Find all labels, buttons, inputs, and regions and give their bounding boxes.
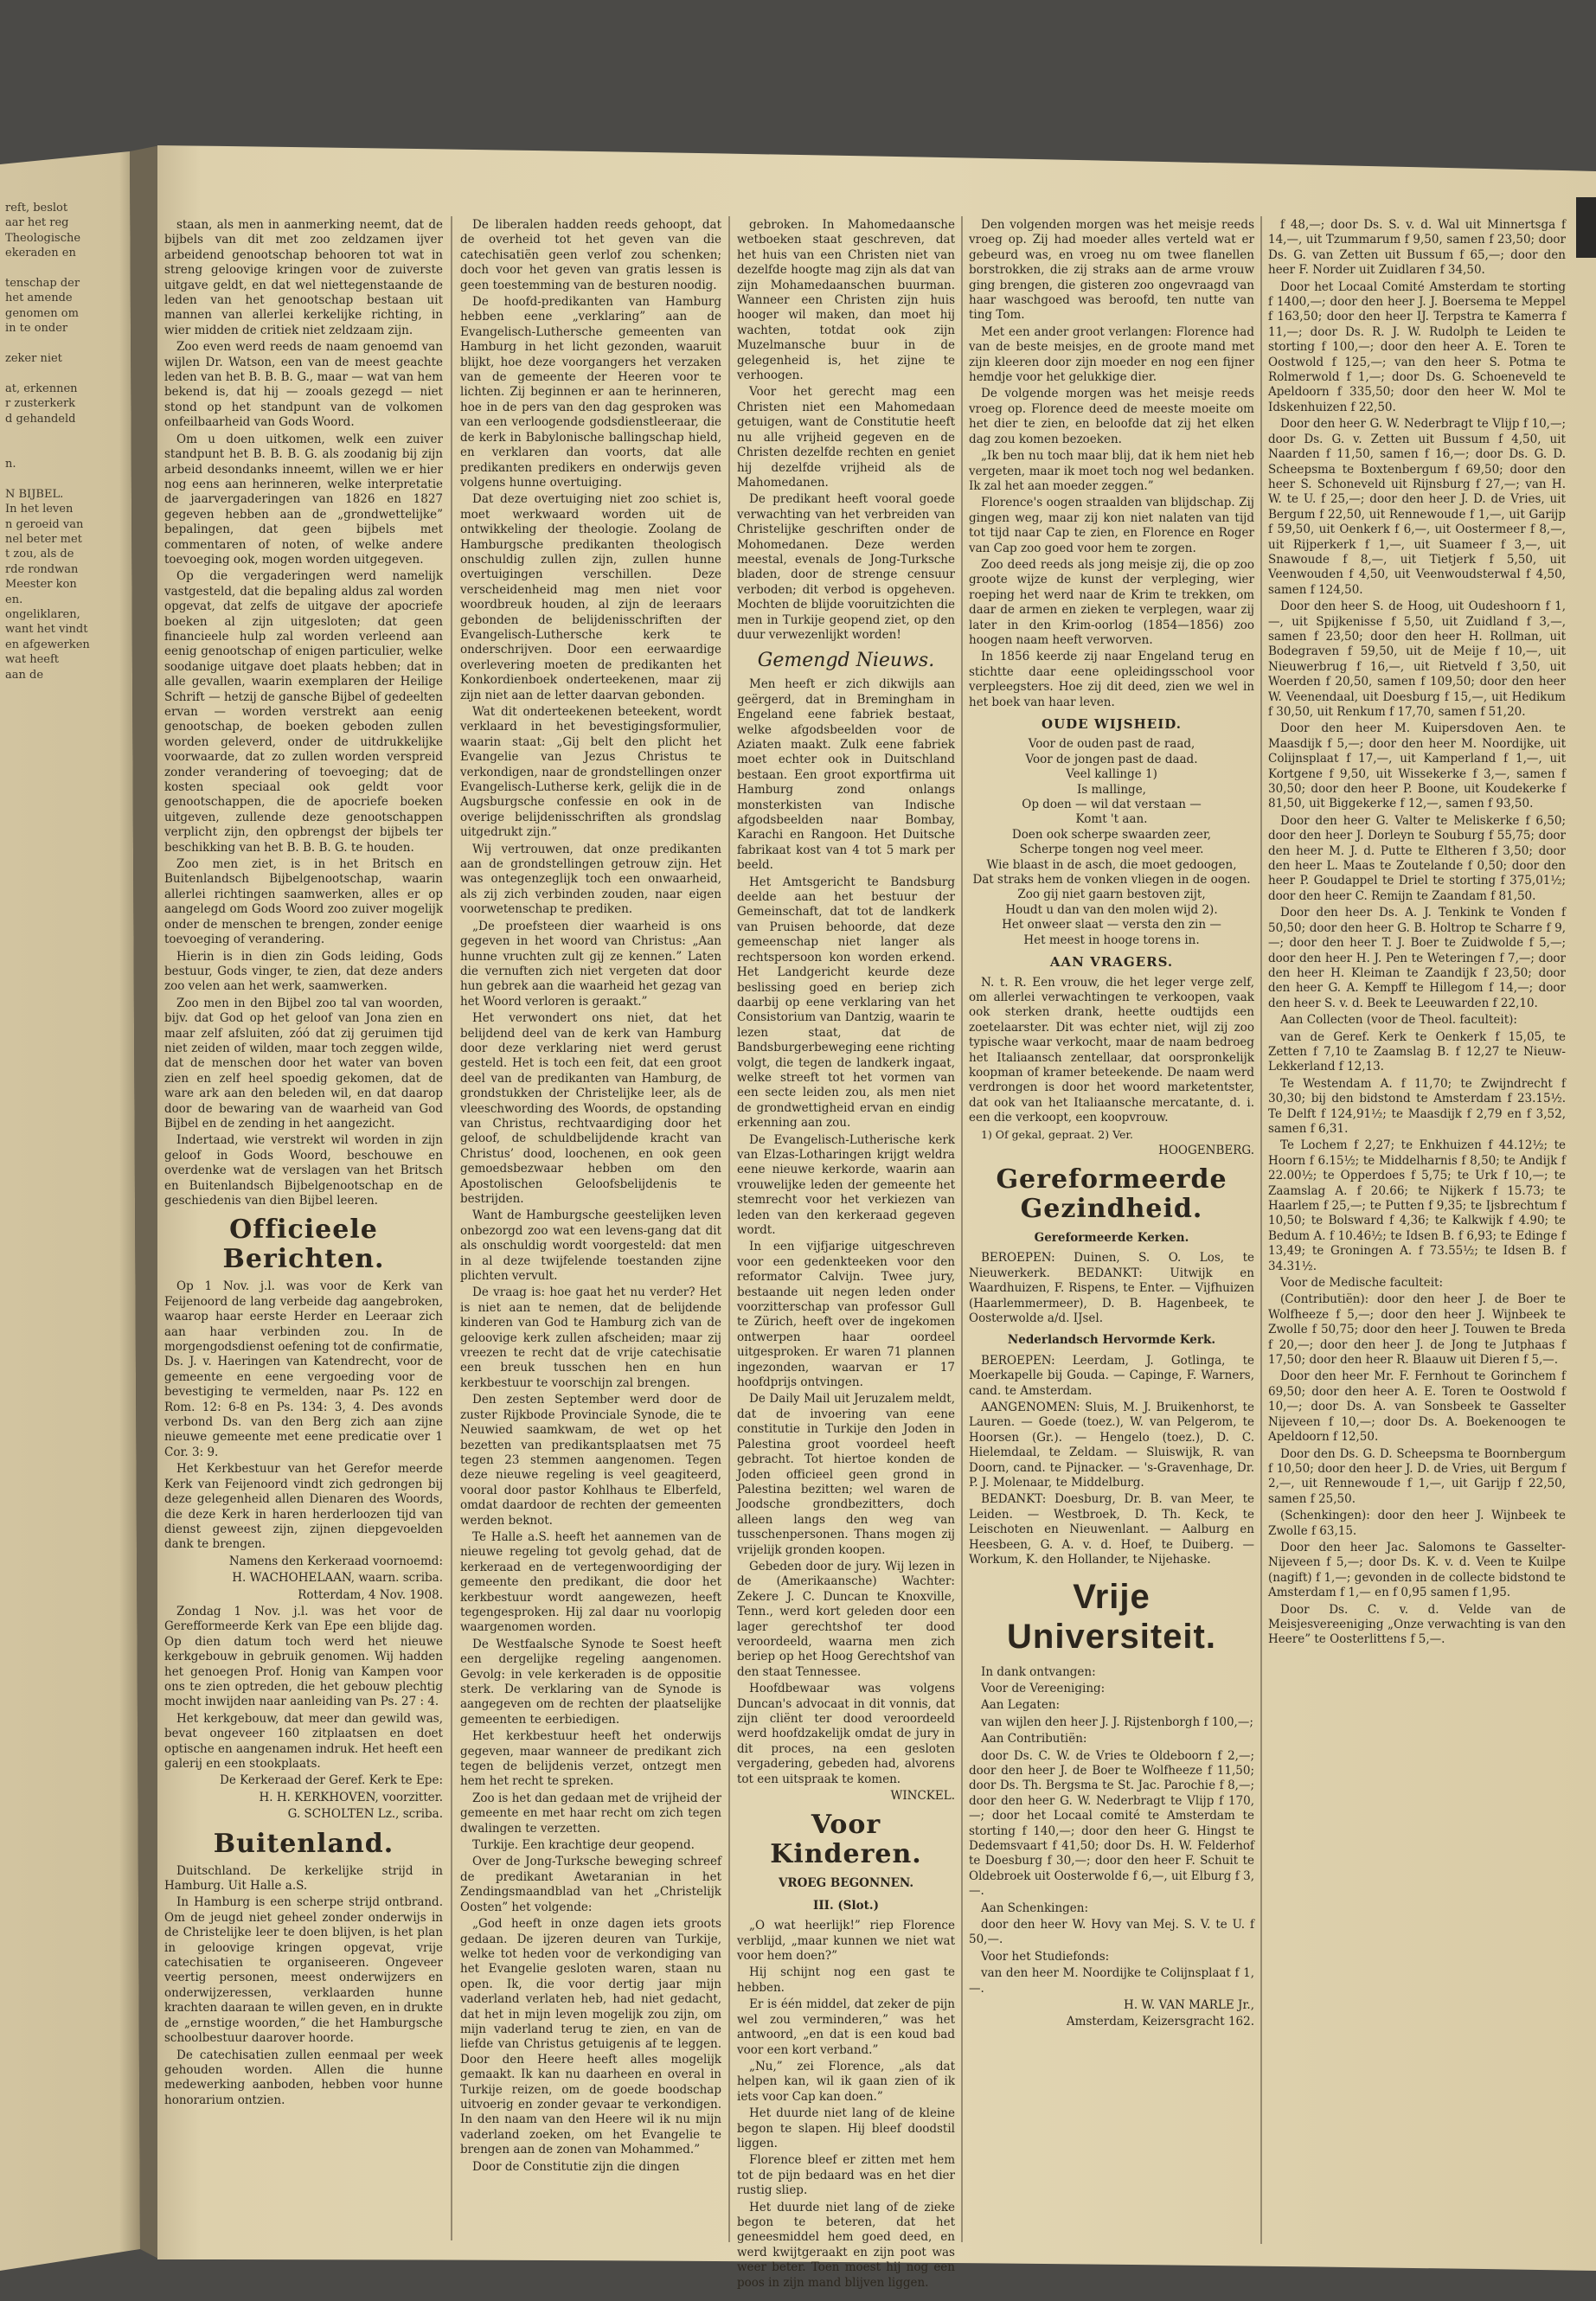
fragment-line: nel beter met (5, 532, 82, 546)
paragraph: f 48,—; door Ds. S. v. d. Wal uit Minnertsga f 14,—, uit Tzummarum f 9,50, samen f 23,50; door Ds. G. van Zetten uit Bussum f 65,—; door den heer F. Norder uit Zuidlaren f 34,50. (1268, 218, 1566, 278)
fragment-line (5, 471, 135, 486)
fragment-line: want het vindt (5, 623, 88, 637)
paragraph: Gebeden door de jury. Wij lezen in de (Amerikaansche) Wachter: Zekere J. C. Duncan te Knoxville, Tenn., werd kort geleden door een lager gerechtshof ter dood veroordeeld, waarna men zich beriep op het Hoog Gerechtshof van den staat Tennessee. (737, 1559, 955, 1679)
verse-line: Veel kallinge 1) (1066, 767, 1157, 782)
paragraph: Zoo men in den Bijbel zoo tal van woorden, bijv. dat God op het geloof van Jona zien en maar zelf afsluiten, zóó dat zij geruimen tijd niet zeiden of wilden, maar toch zeggen wilde, dat de menschen door het water van boven zien en zelf heel spoedig gekomen, dat de ware ark aan den beleden wil, en dat daarop door de bewaring van de waarheid van God Bijbel en de zending in het aangezicht. (164, 996, 443, 1131)
subheading: III. (Slot.) (813, 1898, 879, 1913)
fragment-line: aar het reg (5, 216, 69, 230)
paragraph: Door de Constitutie zijn die dingen (472, 2159, 680, 2174)
paragraph: „Nu,” zei Florence, „als dat helpen kan, wil ik gaan zien of ik iets voor Cap kan doen.” (737, 2059, 955, 2104)
signature-line: H. W. VAN MARLE Jr., (1124, 1998, 1254, 2013)
paragraph: Het kerkgebouw, dat meer dan gewild was, bevat ongeveer 160 zitplaatsen en doet optische en aangenamen indruk. Het heeft een galerij en een stookplaats. (164, 1711, 443, 1771)
paragraph: De Westfaalsche Synode te Soest heeft een dergelijke regeling aangenomen. Gevolg: in vele kerkeraden is de oppositie sterk. De verklaring van de Synode is aangegeven om de rechten der plaatselijke gemeenten te eerbiedigen. (460, 1637, 721, 1727)
paragraph: (Contributiën): door den heer J. de Boer te Wolfheeze f 5,—; door den heer J. Wijnbeek te Zwolle f 50,75; door den heer J. Touwen te Breda f 20,—; door den heer J. de Jong te Jutphaas f 17,50; door den heer R. Blaauw uit Dieren f 5,—. (1268, 1292, 1566, 1368)
paragraph: AANGENOMEN: Sluis, M. J. Bruikenhorst, te Lauren. — Goede (toez.), W. van Pelgerom, te Hoorsen (Gr.). — Hengelo (toez.), D. C. Hielemdaal, te Zeldam. — Sluiswijk, R. van Doorn, cand. te Pijnacker. — 's-Gravenhage, Dr. P. J. Molenaar, te Middelburg. (969, 1400, 1254, 1490)
verse-line: Is mallinge, (1077, 782, 1146, 797)
section-heading: Gemengd Nieuws. (757, 650, 935, 672)
paragraph: Door den heer Ds. A. J. Tenkink te Vonden f 50,50; door den heer G. B. Holtrop te Scharre f 9,—; door den heer T. J. Boer te Zuidwolde f 5,—; door den heer H. J. Pen te Weteringen f 7,—; door den heer H. Kleiman te Zaandijk f 23,50; door den heer G. A. Kempff te Hillegom f 14,—; door den heer S. v. d. Beek te Leeuwarden f 22,10. (1268, 906, 1566, 1010)
fragment-line (5, 336, 135, 351)
paragraph: Met een ander groot verlangen: Florence had van de beste meisjes, en de groote mand met zijn kleeren door zijn moeder en nog een fijner hemdje voor het gelukkige dier. (969, 324, 1254, 385)
section-heading: Buitenland. (213, 1828, 394, 1859)
fragment-line: reft, beslot (5, 202, 68, 215)
paragraph: Zoo is het dan gedaan met de vrijheid der gemeente en met haar recht om zich tegen dwalingen te verzetten. (460, 1791, 721, 1836)
verse-line: Dat straks hem de vonken vliegen in de oogen. (972, 873, 1251, 888)
paragraph: Voor het gerecht mag een Christen niet een Mahomedaan getuigen, want de Constitutie heeft nu alle vrijheid gegeven en de Christen dezelfde rechten en geniet hij dezelfde vrijheid als de Mahomedanen. (737, 385, 955, 490)
paragraph: door den heer W. Hovy van Mej. S. V. te U. f 50,—. (969, 1918, 1254, 1947)
paragraph: Voor de Medische faculteit: (1280, 1276, 1443, 1291)
verse-line: Voor de jongen past de daad. (1025, 752, 1198, 766)
paragraph: Door den heer Mr. F. Fernhout te Gorinchem f 69,50; door den heer A. E. Toren te Oostwold f 10,—; door Ds. A. van Sonsbeek te Gasselter Nijeveen f 10,—; door Ds. A. Boekenoogen te Apeldoorn f 12,50. (1268, 1369, 1566, 1445)
paragraph: van de Geref. Kerk te Oenkerk f 15,05, te Zetten f 7,10 te Zaamslag B. f 12,27 te Nieuw-Lekkerland f 12,13. (1268, 1029, 1566, 1074)
signature-line: De Kerkeraad der Geref. Kerk te Epe: (220, 1773, 443, 1788)
fragment-line: n. (5, 457, 16, 471)
fragment-line: In het leven (5, 503, 74, 516)
paragraph: Zoo even werd reeds de naam genoemd van wijlen Dr. Watson, een van de meest geachte leden van het B. B. B. G., maar — wat van hem bekend is, dat hij — zooals gezegd — niet stond op het standpunt van de volkomen onfeilbaarheid van Gods Woord. (164, 340, 443, 430)
column-1 (164, 218, 443, 2259)
paragraph: De vraag is: hoe gaat het nu verder? Het is niet aan te nemen, dat de belijdende kinderen van God te Hamburg zich van de geloovige kerk zullen afscheiden; maar zij vreezen te recht dat de vrije catechisatie een breuk tusschen hen en hun kerkbestuur te voorschijn zal brengen. (460, 1285, 721, 1390)
section-heading: Gereformeerde Gezindheid. (996, 1163, 1227, 1224)
paragraph: Aan Legaten: (981, 1698, 1061, 1713)
paragraph: Voor de Vereeniging: (981, 1681, 1106, 1695)
verse-line: Doen ook scherpe swaarden zeer, (1011, 827, 1212, 842)
paragraph: Wat dit onderteekenen beteekent, wordt verklaard in het bevestigingsformulier, waarin staat: „Gij belt den plicht het Evangelie van Jezus Christus te verkondigen, naar de grondstellingen onzer Evangelisch-Lutherse kerk, gelijk die in de Augsburgsche confessie en ook in de overige belijdenisschriften als grondslag uitgedrukt zijn.” (460, 705, 721, 840)
paragraph: Door den heer M. Kuipersdoven Aen. te Maasdijk f 5,—; door den heer M. Noordijke, uit Colijnsplaat f 17,—, uit Kamperland f 1,—, uit Kortgene f 9,50, uit Wissekerke f 3,—, samen f 30,50; door den heer P. Boone, uit Koudekerke f 81,50, uit Biggekerke f 12,—, samen f 93,50. (1268, 721, 1566, 811)
paragraph: Het kerkbestuur heeft het onderwijs gegeven, maar wanneer de predikant zich tegen de belijdenis verzet, ontzegt men hem het recht te spreken. (460, 1729, 721, 1789)
paragraph: Florence's oogen straalden van blijdschap. Zij gingen weg, maar zij kon niet nalaten van tijd tot tijd naar Cap te zien, en Florence en Roger van Cap zoo goed voor hem te zorgen. (969, 496, 1254, 555)
verse-line: Scherpe tongen nog veel meer. (1019, 843, 1204, 857)
paragraph: Zondag 1 Nov. j.l. was het voor de Gerefformeerde Kerk van Epe een blijde dag. Op dien datum toch werd het nieuwe kerkgebouw in gebruik genomen. Wij hadden het genoegen Prof. Honig van Kampen voor ons te zien optreden, die het gebouw plechtig mocht inwijden naar aanleiding van Ps. 27 : 4. (164, 1604, 443, 1709)
paragraph: In een vijfjarige uitgeschreven voor een gedenkteeken voor den reformator Calvijn. Twee jury, bestaande uit negen leden onder voorzitterschap van professor Gull te Zürich, heeft over de ingekomen ontwerpen haar oordeel uitgesproken. Er waren 71 plannen ingezonden, waarvan er 17 hoofdprijs ontvingen. (737, 1240, 955, 1390)
subheading: Nederlandsch Hervormde Kerk. (1007, 1333, 1216, 1348)
fragment-line: t zou, als de (5, 548, 74, 561)
paragraph: BEROEPEN: Duinen, S. O. Los, te Nieuwerkerk. BEDANKT: Uitwijk en Waardhuizen, F. Rispens, te Enter. — Vijfhuizen (Haarlemmermeer), D. B. Hagenbeek, te Oosterwolde a/d. IJsel. (969, 1251, 1254, 1325)
paragraph: Indertaad, wie verstrekt wil worden in zijn geloof in Gods Woord, beschouwe en overdenke wat de verslagen van het Britsch en Buitenlandsch Bijbelgenootschap en de geschiedenis van dien Bijbel leeren. (164, 1133, 443, 1208)
paragraph: Zoo men ziet, is in het Britsch en Buitenlandsch Bijbelgenootschap, waarin allerlei richtingen saamwerken, alles er op aangelegd om Gods Woord zoo zuiver mogelijk onder de menschen te brengen, zonder eenige toevoeging of verandering. (164, 857, 443, 947)
verse-line: Voor de ouden past de raad, (1028, 737, 1195, 752)
paragraph: Den volgenden morgen was het meisje reeds vroeg op. Zij had moeder alles verteld wat er gebeurd was, en vroeg nu om twee flanellen borstrokken, die zij straks aan de arme vrouw ging brengen, die gisteren zoo ongevraagd van haar waschgoed was beroofd, ten nutte van ting Tom. (969, 218, 1254, 323)
paragraph: Door Ds. C. v. d. Velde van de Meisjesvereeniging „Onze verwachting is van den Heere” te Oosterlittens f 5,—. (1268, 1602, 1566, 1647)
paragraph: BEROEPEN: Leerdam, J. Gotlinga, te Moerkapelle bij Gouda. — Capinge, F. Warners, cand. te Amsterdam. (969, 1353, 1254, 1398)
paragraph: Den zesten September werd door de zuster Rijkbode Provinciale Synode, die te Neuwied saamkwam, de wet op het bezetten van predikantsplaatsen met 75 tegen 23 stemmen aangenomen. Tegen deze nieuwe regeling is veel geagiteerd, vooral door pastor Kohlhaus te Elberfeld, omdat daardoor de rechten der gemeenten werden beknot. (460, 1393, 721, 1528)
paragraph: Op die vergaderingen werd namelijk vastgesteld, dat die bepaling aldus zal worden opgevat, dat zelfs de uitgave der apocriefe boeken al zijn uitgesloten; dat geen financieele hulp zal worden verleend aan eenig genootschap of enigen particulier, welke soodanige uitgave doet plaats hebben; dat in alle gevallen, waarin exemplaren der Heilige Schrift — hetzij de gansche Bijbel of gedeelten ervan — worden verstrekt aan eenig genootschap, de boeken geboden zullen worden geleverd, onder de uitdrukkelijke voorwaarde, dat zo zullen worden verspreid zonder verandering of toevoeging; dat de kosten speciaal ook geldt voor genootschappen, die de apocriefe boeken uitgeven, zullende deze genootschappen verplicht zijn, den opbrengst der bijbels ter beschikking van het B. B. B. G. te houden. (164, 569, 443, 855)
fragment-line: ongeliklaren, (5, 607, 80, 621)
verse-line: Het onweer slaat — versta den zin — (1002, 918, 1221, 933)
column-2 (460, 218, 721, 2259)
paragraph: Op 1 Nov. j.l. was voor de Kerk van Feijenoord de lang verbeide dag aangebroken, waarop haar eerste Herder en Leeraar zich aan haar verbinden zou. In de morgengodsdienst oefening tot de confirmatie, Ds. J. v. Haeringen van Katendrecht, voor de gemeente en eene vergoeding voor de bevestiging te vermelden, naar Ps. 122 en Rom. 12: 6-8 en Ps. 134: 3, 4. Des avonds verbond Ds. van den Berg zich aan zijne nieuwe gemeente met eene predicatie over 1 Cor. 3: 9. (164, 1279, 443, 1459)
column-4 (969, 218, 1254, 2259)
paragraph: door Ds. C. W. de Vries te Oldeboorn f 2,—; door den heer J. de Boer te Wolfheeze f 11,50; door Ds. Th. Bergsma te St. Jac. Parochie f 8,—; door den heer G. W. Nederbragt te Vlijp f 170,—; door het Locaal comité te Amsterdam te storting f 140,—; door den heer G. Hingst te Dedemsvaart f 41,50; door Ds. H. W. Felderhof te Doesburg f 30,—; door den heer F. Schuit te Oldebroek uit Oosterwolde f 6,—, uit Elburg f 3,—. (969, 1748, 1254, 1899)
verse-line: Het meest in hooge torens in. (1023, 933, 1200, 947)
signature-line: G. SCHOLTEN Lz., scriba. (287, 1807, 443, 1822)
paragraph: Wij vertrouwen, dat onze predikanten aan de grondstellingen getrouw zijn. Het was ontegenzeglijk toch een onwaarheid, als zij zich verbinden zouden, naar eigen voorwetenschap te prediken. (460, 842, 721, 917)
subsection-heading: OUDE WIJSHEID. (1042, 716, 1182, 732)
paragraph: Florence bleef er zitten met hem tot de pijn bedaard was en het dier rustig sliep. (737, 2153, 955, 2198)
paragraph: gebroken. In Mahomedaansche wetboeken staat geschreven, dat het huis van een Christen niet van dezelfde hoogte mag zijn als dat van zijn Mohamedaanschen buurman. Wanneer een Christen zijn huis hooger wil maken, dan moet hij wachten, totdat ook zijn Muzelmansche buur in de gelegenheid is, het zijne te verhoogen. (737, 218, 955, 383)
section-heading: Officieele Berichten. (222, 1215, 385, 1275)
paragraph: van den heer M. Noordijke te Colijnsplaat f 1,—. (969, 1966, 1254, 1996)
paragraph: Hij schijnt nog een gast te hebben. (737, 1965, 955, 1995)
footnote: 1) Of gekal, gepraat. 2) Ver. (981, 1127, 1133, 1141)
paragraph: Over de Jong-Turksche beweging schreef de predikant Awetaranian in het Zendingsmaandblad van het „Christelijk Oosten” het volgende: (460, 1855, 721, 1914)
paragraph: Hoofdbewaar was volgens Duncan's advocaat in dit vonnis, dat zijn cliënt ter dood veroordeeld werd hoofdzakelijk omdat de jury in dit proces, na een gesloten vergadering, gebeden had, alvorens tot een uitspraak te komen. (737, 1682, 955, 1786)
subheading: Gereformeerde Kerken. (1034, 1230, 1189, 1245)
paragraph: Dat deze overtuiging niet zoo schiet is, moet werkwaard worden uit de ontwikkeling der theologie. Zoolang de Hamburgsche predikanten theologisch onschuldig zullen zijn, zullen hunne overtuigingen verschillen. Deze verscheidenheid mag men niet voor woordbreuk houden, al zijn de leeraars gebonden de belijdenisschriften der Evangelisch-Luthersche kerk te onderschrijven. Door een eerwaardige overlevering moeten de predikanten het Konkordienboek onderteekenen, maar zij zijn niet aan de letter daarvan gebonden. (460, 492, 721, 702)
paragraph: Door den heer G. Valter te Meliskerke f 6,50; door den heer J. Dorleyn te Souburg f 55,75; door den heer M. J. d. Putte te Eltheren f 3,50; door den heer L. Maas te Zoutelande f 0,50; door den heer P. Goudappel te Driel te storting f 375,01½; door den heer C. Remijn te Zaandam f 81,50. (1268, 813, 1566, 903)
paragraph: „Ik ben nu toch maar blij, dat ik hem niet heb vergeten, maar ik moet toch nog wel bedanken. Ik zal het aan moeder zeggen.” (969, 449, 1254, 493)
fragment-line: in te onder (5, 322, 68, 336)
paragraph: De Daily Mail uit Jeruzalem meldt, dat de invoering van eene constitutie in Turkije den Joden in Palestina groot voordeel heeft gebracht. Tot hiertoe konden de Joden officieel geen grond in Palestina bezitten; wel waren de Joodsche grondbezitters, doch alleen langs den weg van tusschenpersonen. Thans mogen zij vrijelijk gronden koopen. (737, 1392, 955, 1557)
fragment-line: rde rondwan (5, 562, 79, 576)
paragraph: In dank ontvangen: (981, 1664, 1096, 1679)
paragraph: staan, als men in aanmerking neemt, dat de bijbels van dit met zoo zeldzamen ijver arbeidend genootschap behooren tot wat in streng geloovige kringen voor de zuiverste uitgave geldt, en dat wel niettegenstaande de leden van het genootschap bestaan uit mannen van allerlei kerkelijke richting, in wier midden de critiek niet zeldzaam zijn. (164, 218, 443, 337)
paragraph: In 1856 keerde zij naar Engeland terug en stichtte daar eene opleidingsschool voor verpleegsters. Hoe zij dit deed, zien we wel in het boek van haar leven. (969, 650, 1254, 709)
paragraph: Door den heer S. de Hoog, uit Oudeshoorn f 1,—, uit Spijkenisse f 5,50, uit Zuidland f 3,—, samen f 23,50; door den heer H. Rollman, uit Bodegraven f 59,50, uit de Meije f 10,—, uit Nieuwerbrug f 16,—, uit Rietveld f 3,50, uit Woerden f 20,50, samen f 109,50; door den heer W. Veenendaal, uit Doesburg f 15,—, uit Hedikum f 30,50, uit Renkum f 17,70, samen f 51,20. (1268, 599, 1566, 719)
paragraph: Het duurde niet lang of de kleine begon te slapen. Hij bleef doodstil liggen. (737, 2106, 955, 2150)
verse-line: Komt 't aan. (1075, 812, 1148, 827)
verse-line: Op doen — wil dat verstaan — (1022, 798, 1202, 812)
signature-line: H. WACHOHELAAN, waarn. scriba. (232, 1571, 443, 1586)
paragraph: Turkije. Een krachtige deur geopend. (472, 1838, 695, 1853)
paragraph: In Hamburg is een scherpe strijd ontbrand. Om de jeugd niet geheel zonder onderwijs in de Christelijke leer te doen blijven, is het plan in geloovige kringen opgevat, vrije catechisatien te organiseeren. Ongeveer veertig personen, meest onderwijzers en onderwijzeressen, verklaarden hunne krachten daaraan te willen geven, en in drukte de „ernstige woorden,” die het Hamburgsche schoolbestuur daarover hoorde. (164, 1895, 443, 2046)
paragraph: Aan Schenkingen: (981, 1900, 1089, 1915)
fragment-line: ekeraden en (5, 247, 76, 260)
paragraph: Hierin is in dien zin Gods leiding, Gods bestuur, Gods vinger, te zien, dat deze anders zoo velen aan het werk, saamwerken. (164, 949, 443, 994)
paragraph: „God heeft in onze dagen iets groots gedaan. De ijzeren deuren van Turkije, welke tot heden voor de verkondiging van het Evangelie gesloten waren, staan nu open. Ik, die voor dertig jaar mijn vaderland verlaten heb, had niet gedacht, dat het in mijn leven mogelijk zou zijn, om mijn vaderland terug te zien, en van de liefde van Christus getuigenis af te leggen. Door den Heere heeft alles mogelijk gemaakt. Ik kan nu daarheen en overal in Turkije reizen, om de goede boodschap uitvoerig en zonder gevaar te verkondigen. In den naam van den Heere wil ik nu mijn vaderland zoeken, om het Evangelie te brengen aan de zonen van Mohammed.” (460, 1917, 721, 2157)
paragraph: „O wat heerlijk!” riep Florence verblijd, „maar kunnen we niet wat voor hem doen?” (737, 1919, 955, 1964)
paragraph: Door den heer Jac. Salomons te Gasselter-Nijeveen f 5,—; door Ds. K. v. d. Veen te Kuilpe (nagift) f 1,—; gevonden in de collecte bidstond te Amsterdam f 1,— en f 0,95 samen f 1,95. (1268, 1540, 1566, 1600)
paragraph: (Schenkingen): door den heer J. Wijnbeek te Zwolle f 63,15. (1268, 1509, 1566, 1538)
column-5 (1268, 218, 1566, 2259)
paragraph: Want de Hamburgsche geestelijken leven onbezorgd zoo wat een levens-gang dat dit als onschuldig wordt voorgesteld: dat men in al deze twijfelende toestanden zijne plichten vervult. (460, 1208, 721, 1284)
paragraph: Het duurde niet lang of de zieke begon te beteren, dat het geneesmiddel hem goed deed, en werd kwijtgeraakt en zijn poot was weer beter. Toen moest hij nog een poos in zijn mand blijven liggen. (737, 2200, 955, 2290)
section-heading: Voor Kinderen. (770, 1810, 922, 1870)
paragraph: Door het Locaal Comité Amsterdam te storting f 1400,—; door den heer J. J. Boersema te Meppel f 163,50; door den heer IJ. Terpstra te Kamerra f 11,—; door Ds. R. J. W. Rudolph te Leiden te storting f 100,—; door den heer A. E. Toren te Oostwold f 125,—; van den heer S. Potma te Rolmerwold f 1,—; door Ds. G. Schoeneveld te Apeldoorn f 335,50; door den heer W. Mol te Idskenhuizen f 22,50. (1268, 279, 1566, 414)
verse-line: Zoo gij niet gaarn bestoven zijt, (1017, 888, 1206, 902)
column-3 (737, 218, 955, 2290)
paragraph: Te Lochem f 2,27; te Enkhuizen f 44.12½; te Hoorn f 6.15½; te Middelharnis f 8,50; te Andijk f 22.00½; te Opperdoes f 5,75; te Urk f 10,—; te Zaamslag A. f 20.66; te Nijkerk f 15.73; te Haarlem f 25,—; te Putten f 9,35; te Ijsbrechtum f 10,50; te Bolsward f 4,36; te Kalkwijk f 4.90; te Bedum A. f 10.46½; te Idsen B. f 6,93; te Edinge f 13,49; te Groningen A. f 73.55½; te Idsen B. f 34.31½. (1268, 1138, 1566, 1273)
signature-line: H. H. KERKHOVEN, voorzitter. (259, 1790, 443, 1804)
paragraph: Door den Ds. G. D. Scheepsma te Boornbergum f 10,50; door den heer J. D. de Vries, uit Bergum f 2,—, uit Rennewoude f 1,—, uit Garijp f 22,50, samen f 25,50. (1268, 1446, 1566, 1506)
fragment-line: Theologische (5, 231, 81, 245)
paragraph: De volgende morgen was het meisje reeds vroeg op. Florence deed de meeste moeite om het dier te zien, en beloofde dat zij het elken dag zou komen bezoeken. (969, 387, 1254, 446)
paragraph: Aan Contributiën: (981, 1732, 1087, 1747)
fragment-line: Meester kon (5, 578, 77, 592)
fragment-line: wat heeft (5, 653, 60, 667)
paragraph: De predikant heeft vooral goede verwachting van het verbreiden van Christelijke geschriften onder de Mohomedanen. Deze werden meestal, evenals de Jong-Turksche bladen, door de strenge censuur verboden; dit verbod is opgeheven. Mochten de blijde vooruitzichten die men in Turkije geopend ziet, op den duur verwezenlijkt worden! (737, 492, 955, 642)
paragraph: Men heeft er zich dikwijls aan geërgerd, dat in Bremingham in Engeland eene fabriek bestaat, welke afgodsbeelden voor de Aziaten maakt. Zulk eene fabriek moet echter ook in Duitschland bestaan. Een groot exportfirma uit Hamburg zond onlangs monsterkisten van Indische afgodsbeelden naar Bombay, Karachi en Rangoon. Het Duitsche fabrikaat kost van 4 tot 5 mark per beeld. (737, 677, 955, 873)
paragraph: Het verwondert ons niet, dat het belijdend deel van de kerk van Hamburg door deze verklaring niet werd gerust gesteld. Het is toch een feit, dat een groot deel van de predikanten van Hamburg, de grondstukken der Christelijke leer, als de vleeschwording des Woords, de opstanding van Christus, rechtvaardiging door het geloof, de schuldbelijdende kracht van Christus’ dood, loochenen, en ook geen gemoedsbezwaar hebben om den Apostolischen Geloofsbelijdenis te bestrijden. (460, 1011, 721, 1206)
verse-line: Wie blaast in de asch, die moet gedoogen, (986, 857, 1237, 872)
paragraph: De catechisatien zullen eenmaal per week gehouden worden. Allen die hunne medewerking aanboden, hebben voor hunne honorarium ontzien. (164, 2048, 443, 2107)
paragraph: N. t. R. Een vrouw, die het leger verge zelf, om allerlei verwachtingen te verkoopen, vaak ook sterken drank, heette oudtijds een zoetelaarster. Dit was echter niet, wijl zij zoo typische waar verkocht, maar de naam bedroeg het Italiaansch zentellaar, dat oorspronkelijk koopman of kramer beteekende. De naam werd verdrongen is door het woord marketentster, dat ook van het Italiaansche mercatante, d. i. een die verkoopt, een koopvrouw. (969, 975, 1254, 1125)
fragment-line: tenschap der (5, 277, 80, 291)
paragraph: Duitschland. De kerkelijke strijd in Hamburg. Uit Halle a.S. (164, 1863, 443, 1894)
paragraph: Zoo deed reeds als jong meisje zij, die op zoo groote wijze de kunst der verpleging, wier roeping het werd naar de Krim te trekken, om daar de armen en zieken te verplegen, waar zij later in den Krim-oorlog (1854—1856) zoo hoogen naam heeft verworven. (969, 557, 1254, 647)
paragraph: Om u doen uitkomen, welk een zuiver standpunt het B. B. B. G. als zoodanig bij zijn arbeid desondanks inneemt, willen we er hier nog eens aan herinneren, welke interpretatie de jaarvergaderingen van 1826 en 1827 gegeven hebben aan de „grondwettelijke” bepalingen, dat geen bijbels met commentaren of noten, of welke andere toevoeging ook, mogen worden uitgegeven. (164, 432, 443, 567)
fragment-line: genomen om (5, 306, 79, 320)
fragment-line: N BIJBEL. (5, 487, 64, 501)
fragment-line: d gehandeld (5, 412, 76, 426)
section-heading: Vrije Universiteit. (1007, 1577, 1216, 1656)
fragment-line (5, 442, 135, 457)
paragraph: „De proefsteen dier waarheid is ons gegeven in het woord van Christus: „Aan hunne vruchten zult gij ze kennen.” Laten die vernuften zich niet vergeten dat door hun gebrek aan die waarheid het gezag van het Woord verloren is geraakt.” (460, 919, 721, 1009)
fragment-line: at, erkennen (5, 381, 78, 395)
paragraph: De Evangelisch-Lutherische kerk van Elzas-Lotharingen krijgt weldra eene nieuwe kerkorde, waarin aan vrouwelijke leden der gemeente het stemrecht voor het verkiezen van leden van den kerkeraad gegeven wordt. (737, 1132, 955, 1237)
fragment-line: en. (5, 593, 23, 606)
fragment-line: aan de (5, 668, 44, 682)
signature-line: WINCKEL. (890, 1789, 955, 1804)
paragraph: Door den heer G. W. Nederbragt te Vlijp f 10,—; door Ds. G. v. Zetten uit Bussum f 4,50, uit Naarden f 11,50, samen f 16,—; door Ds. G. D. Scheepsma te Boxtenbergum f 69,50; door den heer S. Schoneveld uit Rijnsburg f 27,—; van H. W. te U. f 25,—; door den heer J. D. de Vries, uit Bergum f 22,50, uit Rennewoude f 1,—, uit Garijp f 59,50, uit Oenkerk f 6,—, uit Oostermeer f 8,—, uit Rijperkerk f 1,—, uit Suameer f 3,—, uit Snawoude f 8,—, uit Tietjerk f 5,50, uit Veenwouden f 4,50, uit Veenwoudsterwal f 4,50, samen f 124,50. (1268, 417, 1566, 597)
paragraph: Het Kerkbestuur van het Gerefor meerde Kerk van Feijenoord vindt zich gedrongen bij deze gelegenheid allen Dienaren des Woords, die deze Kerk in haren herderloozen tijd van dienst geweest zijn, zijnen diepgevoelden dank te brengen. (164, 1462, 443, 1552)
subsection-heading: AAN VRAGERS. (1049, 954, 1174, 971)
fragment-line (5, 366, 135, 381)
verse-line: Houdt u dan van den molen wijd 2). (1005, 902, 1218, 917)
paragraph: Aan Collecten (voor de Theol. faculteit): (1280, 1013, 1517, 1028)
paragraph: Te Westendam A. f 11,70; te Zwijndrecht f 30,30; bij den bidstond te Amsterdam f 23.15½. Te Delft f 124,91½; te Maasdijk f 2,79 en f 3,52, samen f 6,31. (1268, 1076, 1566, 1136)
fragment-line (5, 261, 135, 276)
subheading: VROEG BEGONNEN. (778, 1876, 914, 1891)
fragment-line (5, 426, 135, 441)
paragraph: Het Amtsgericht te Bandsburg deelde aan het bestuur der Gemeinschaft, dat tot de landkerk van Pruisen behoorde, dat deze gemeenschap niet langer als rechtspersoon kon worden erkend. Het Landgericht keurde deze beslissing goed en beriep zich daarbij op eene verklaring van het Consistorium van Dantzig, waarin te lezen staat, dat de Bandsburgerbeweging eene richting volgt, die tegen de landkerk ingaat, welke streeft tot het vormen van een secte leiden zou, als men niet de grondwettigheid ervan en eindig erkenning aan zou. (737, 875, 955, 1131)
signature-line: HOOGENBERG. (1158, 1143, 1254, 1157)
signature-line: Rotterdam, 4 Nov. 1908. (298, 1587, 443, 1602)
paragraph: De liberalen hadden reeds gehoopt, dat de overheid tot het geven van die catechisatiën geen verlof zou schenken; doch voor het geven van gratis lessen is geen toestemming van de besturen noodig. (460, 218, 721, 292)
paragraph: Voor het Studiefonds: (981, 1949, 1110, 1964)
paragraph: BEDANKT: Doesburg, Dr. B. van Meer, te Leiden. — Westbroek, D. Th. Keck, te Leischoten en Nieuwenlant. — Aalburg en Heesbeen, G. A. v. d. Hoef, te Duiberg. — Workum, K. den Hollander, te Nijehaske. (969, 1492, 1254, 1567)
paragraph: Er is één middel, dat zeker de pijn wel zou verminderen,” was het antwoord, „en dat is een koud bad voor een kort verband.” (737, 1997, 955, 2057)
fragment-line: het amende (5, 292, 73, 305)
signature-line: Amsterdam, Keizersgracht 162. (1066, 2015, 1254, 2029)
paragraph: De hoofd-predikanten van Hamburg hebben eene „verklaring” aan de Evangelisch-Luthersche gemeenten van Hamburg in het licht gezonden, waaruit blijkt, hoe deze voorgangers het verzaken van de gemeente der Heeren voor te lichten. Zij beginnen er aan te herinneren, hoe in de pers van den dag gesproken was van een verloogende godsdienstleeraar, die de kerk in Babylonische ballingschap hield, en verklaren dan voorts, dat alle predikanten predikers en onderwijs geven volgens hunne overtuiging. (460, 295, 721, 490)
signature-line: Namens den Kerkeraad voornoemd: (228, 1554, 443, 1568)
paragraph: van wijlen den heer J. J. Rijstenborgh f 100,—; (981, 1715, 1253, 1729)
fragment-line: en afgewerken (5, 638, 90, 651)
fragment-line: zeker niet (5, 352, 62, 366)
paragraph: Te Halle a.S. heeft het aannemen van de nieuwe regeling tot gevolg gehad, dat de kerkeraad en de vertegenwoordiging der gemeente den predikant, die door het kerkbestuur wordt aangewezen, heeft tegengesproken. Hij zal daar nu voorlopig waargenomen worden. (460, 1529, 721, 1635)
fragment-line: r zusterkerk (5, 397, 76, 411)
left-page-fragment (5, 201, 135, 2277)
fragment-line: n geroeid van (5, 517, 84, 531)
